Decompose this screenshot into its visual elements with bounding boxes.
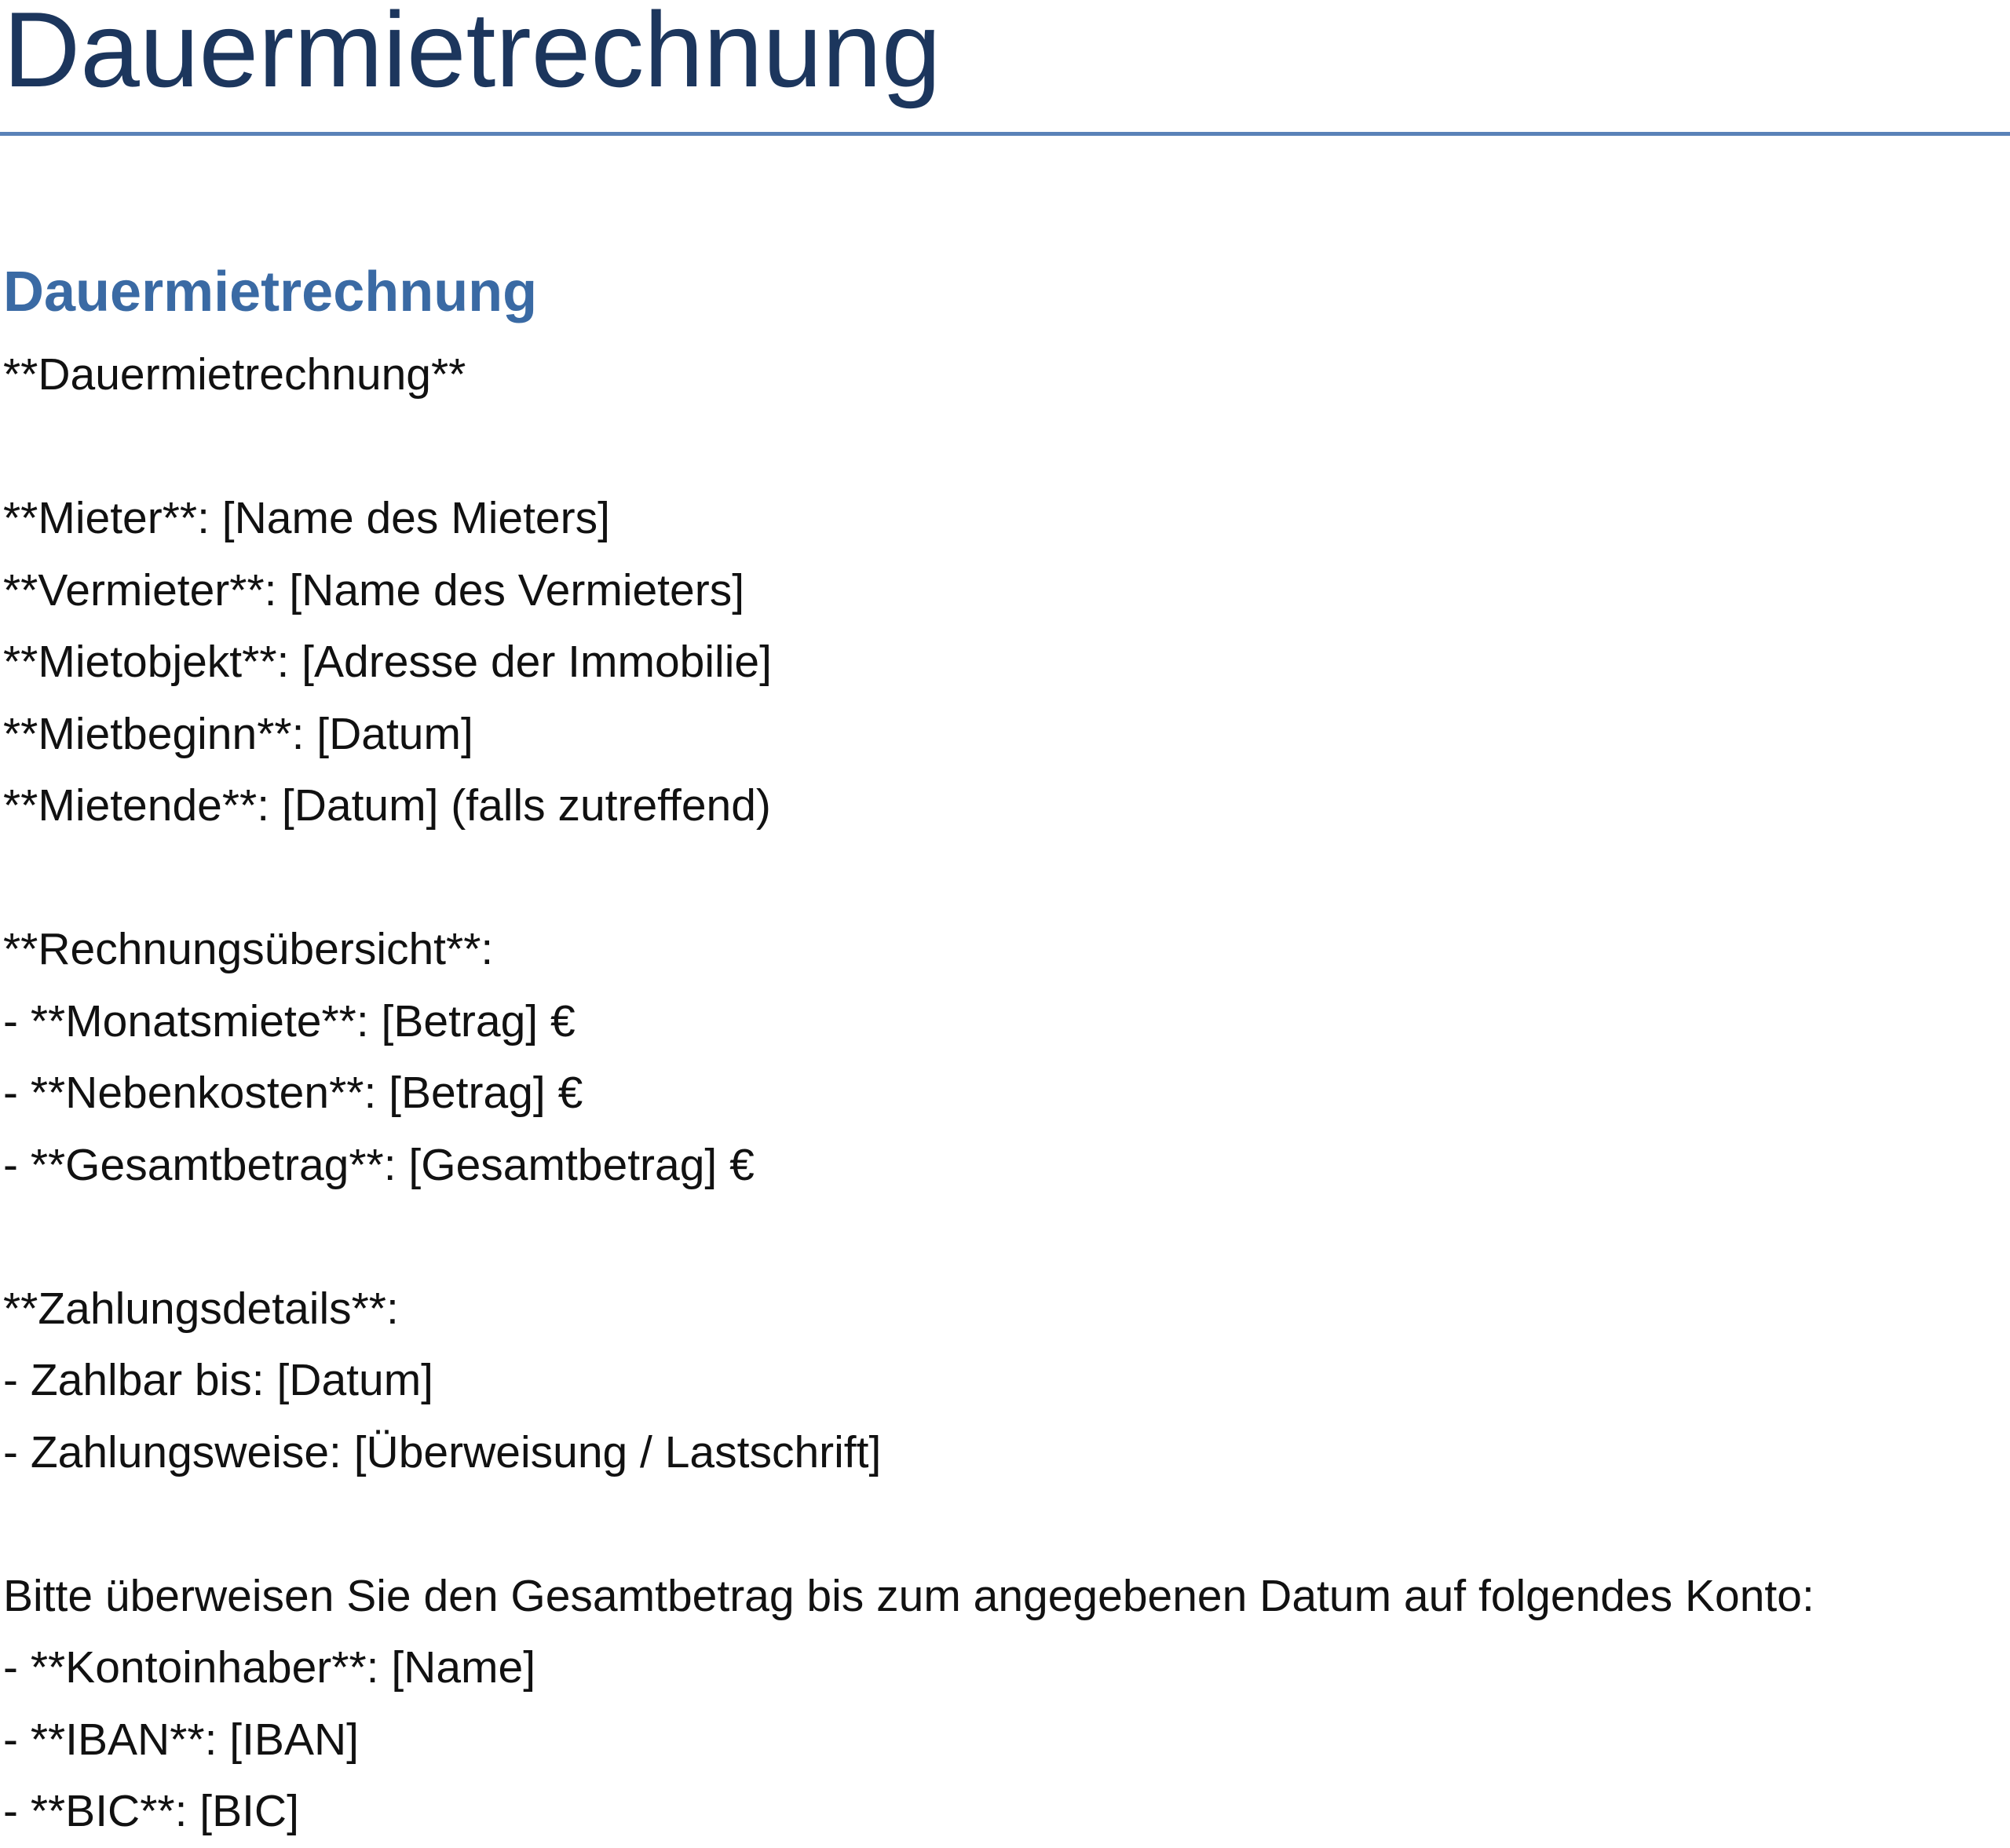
list-item: - **Kontoinhaber**: [Name] <box>3 1642 536 1693</box>
blank-line <box>3 411 1997 484</box>
list-item: - Zahlbar bis: [Datum] <box>3 1355 434 1405</box>
title-divider <box>0 132 2010 136</box>
body-line: **Rechnungsübersicht**: <box>3 924 494 974</box>
document-title: Dauermietrechnung <box>3 0 941 109</box>
list-item: - **Nebenkosten**: [Betrag] € <box>3 1068 583 1118</box>
list-item: - **BIC**: [BIC] <box>3 1786 299 1836</box>
body-line: **Mietbeginn**: [Datum] <box>3 708 473 759</box>
blank-line <box>3 842 1997 915</box>
body-line: **Zahlungsdetails**: <box>3 1283 399 1334</box>
list-item: - **IBAN**: [IBAN] <box>3 1714 359 1765</box>
list-item: - **Gesamtbetrag**: [Gesamtbetrag] € <box>3 1139 755 1190</box>
body-line: **Vermieter**: [Name des Vermieters] <box>3 564 745 615</box>
body-line: **Mieter**: [Name des Mieters] <box>3 493 610 543</box>
body-line: **Mietobjekt**: [Adresse der Immobilie] <box>3 637 772 687</box>
body-line: Bitte überweisen Sie den Gesamtbetrag bis zum angegebenen Datum auf folgendes Konto: <box>3 1570 1814 1621</box>
body-line: **Dauermietrechnung** <box>3 349 466 400</box>
blank-line <box>3 1201 1997 1273</box>
list-item: - **Monatsmiete**: [Betrag] € <box>3 995 576 1046</box>
list-item: - Zahlungsweise: [Überweisung / Lastschrift] <box>3 1426 882 1477</box>
blank-line <box>3 1488 1997 1561</box>
body-line: **Mietende**: [Datum] (falls zutreffend) <box>3 780 771 831</box>
section-heading: Dauermietrechnung <box>3 261 538 323</box>
document-body <box>3 339 1997 1848</box>
